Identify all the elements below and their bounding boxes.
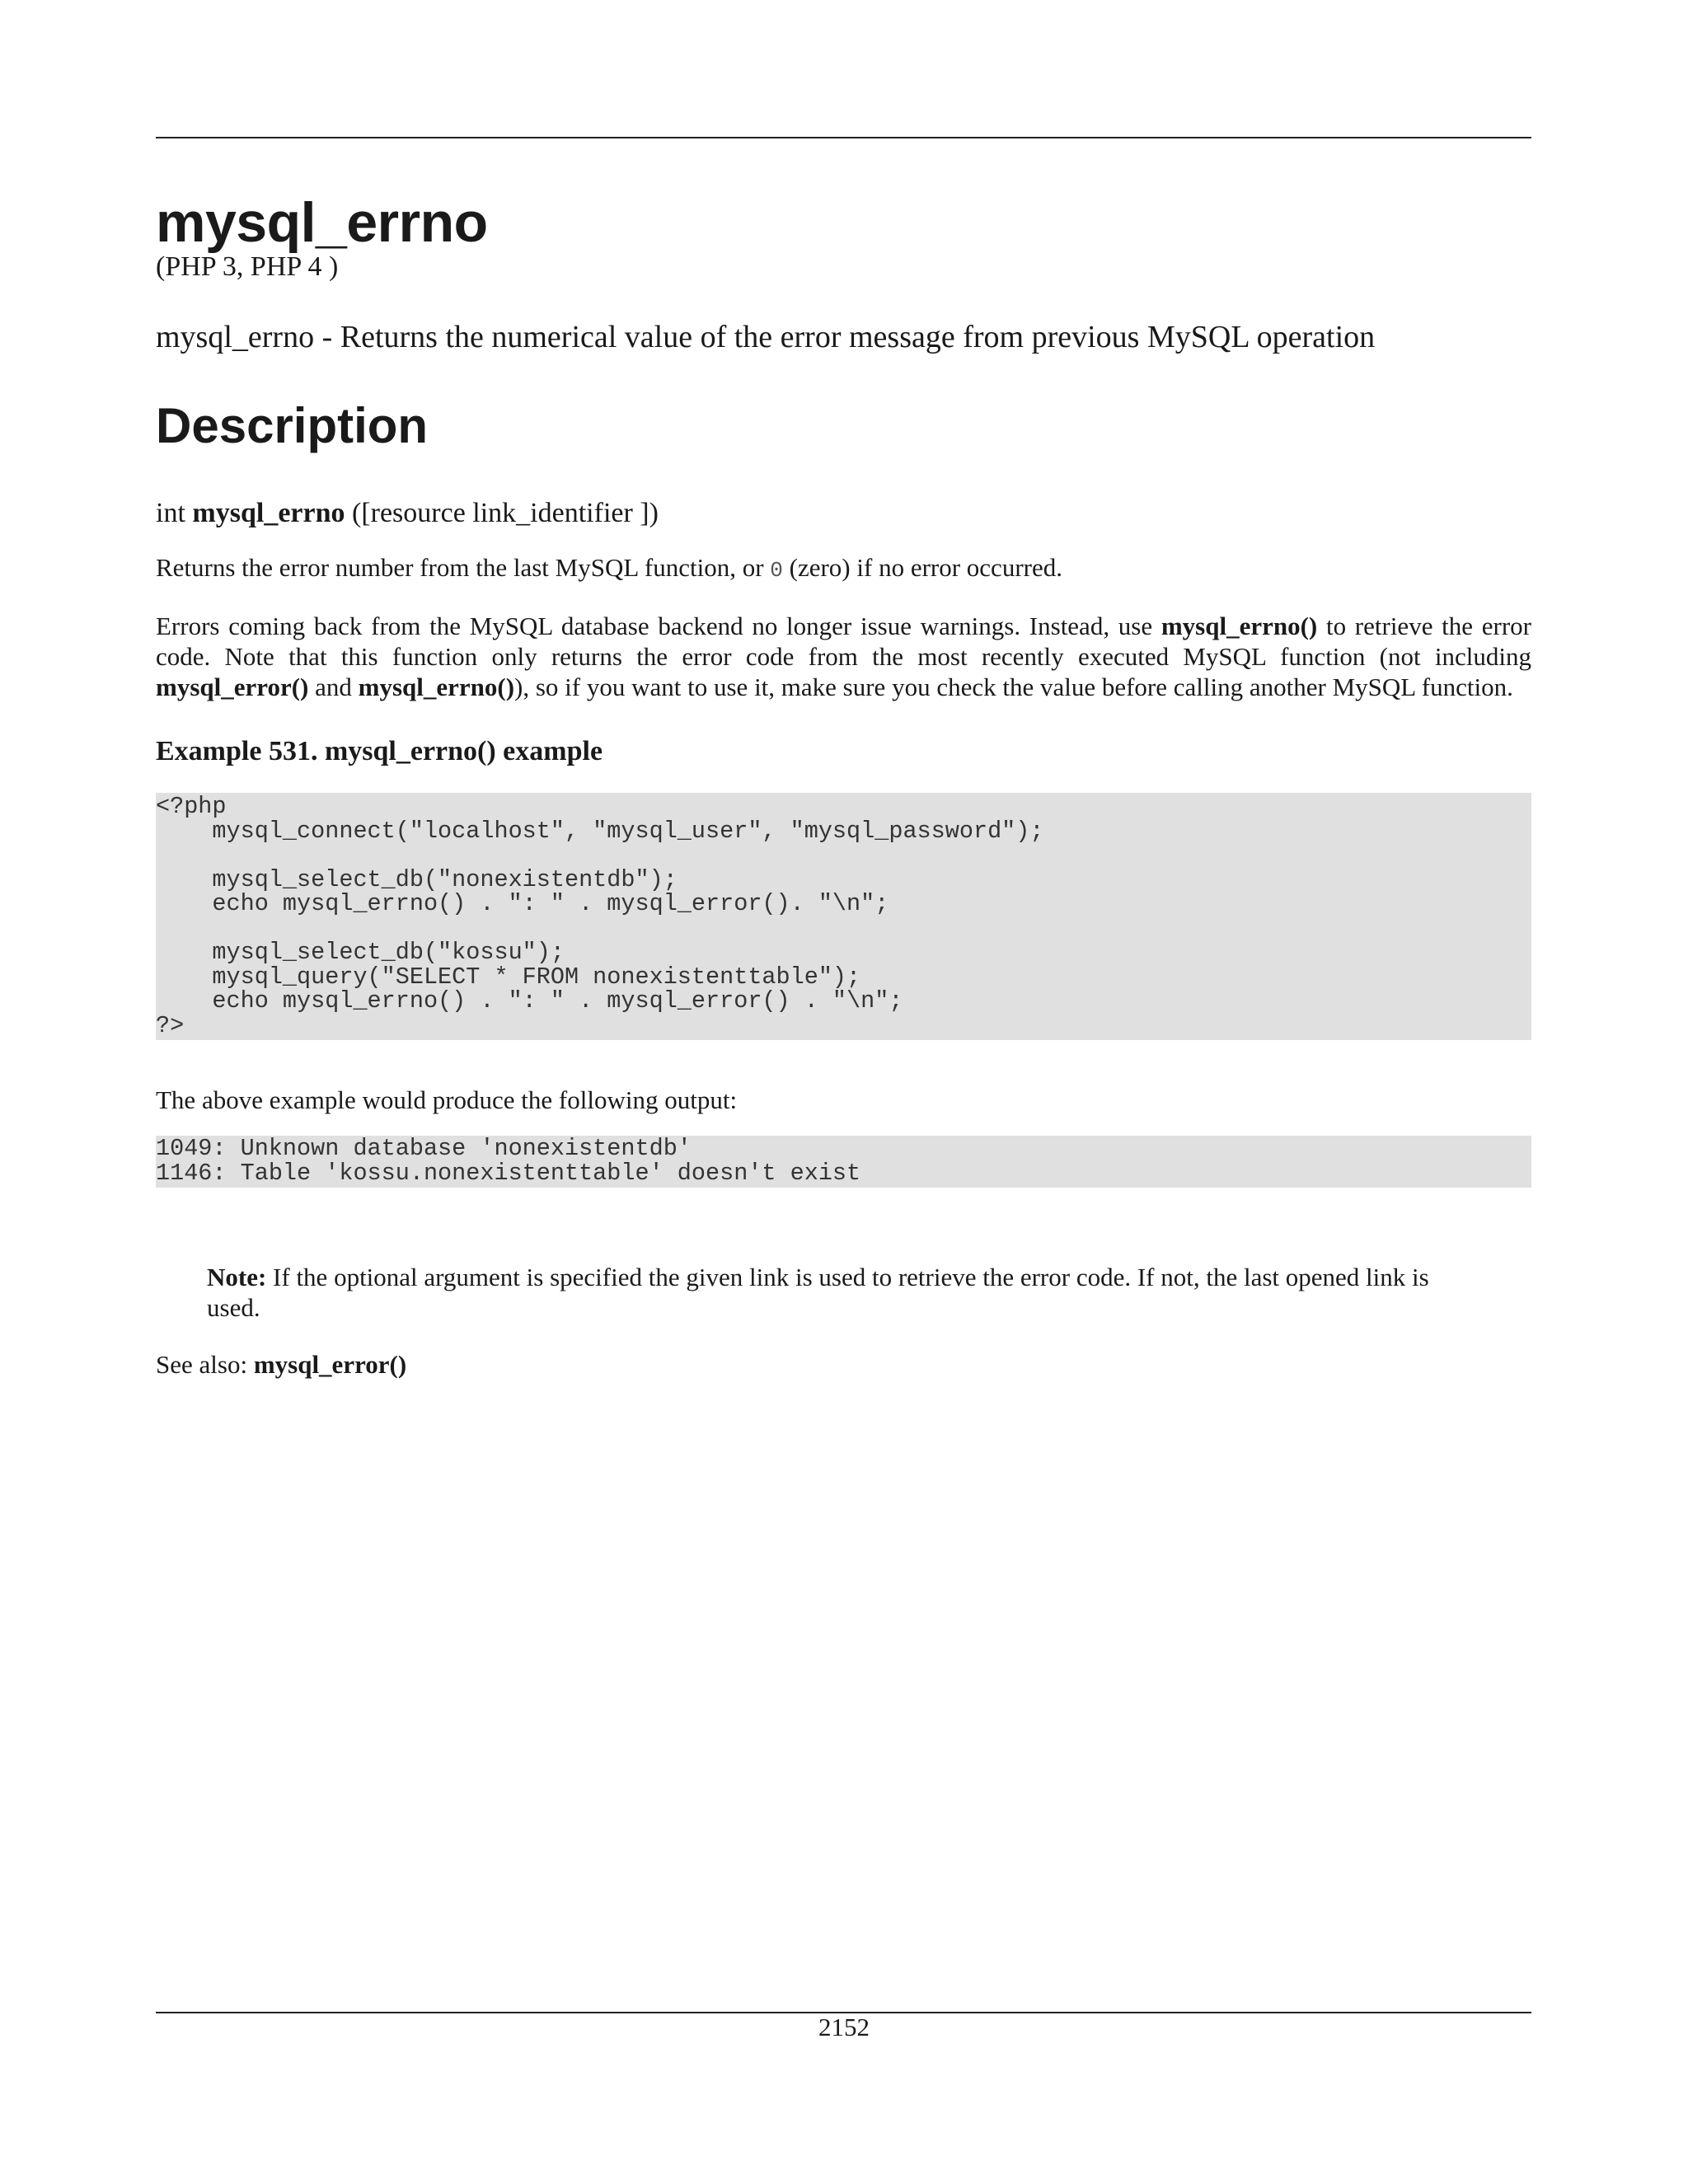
note-label: Note:: [207, 1263, 267, 1291]
note-text: If the optional argument is specified the given link is used to retrieve the error code. If not, the last opened link is used.: [207, 1263, 1429, 1322]
synopsis-params: ([resource link_identifier ]): [352, 498, 659, 528]
version-info: (PHP 3, PHP 4 ): [156, 251, 339, 282]
returns-literal-zero: 0: [770, 558, 783, 583]
errors-func-link-1[interactable]: mysql_errno(): [1160, 612, 1318, 640]
errors-text-2: to retrieve the error code. Note that this function only returns the error code from the most recently executed MySQL function (not including: [156, 612, 1531, 671]
see-also: [156, 1349, 1531, 1380]
page-number: 2152: [818, 2013, 870, 2041]
output-code-block: 1049: Unknown database 'nonexistentdb' 1146: Table 'kossu.nonexistenttable' doesn't exist: [156, 1136, 1531, 1188]
errors-text-3: and: [308, 673, 359, 701]
refpurpose: mysql_errno - Returns the numerical value of the error message from previous MySQL operation: [156, 320, 1376, 354]
page-content: [156, 137, 1531, 1380]
returns-text-after: (zero) if no error occurred.: [782, 553, 1062, 582]
errors-text-4: ), so if you want to use it, make sure you check the value before calling another MySQL function.: [514, 673, 1513, 701]
section-heading-description: Description: [156, 398, 429, 453]
errors-paragraph: [156, 611, 1531, 702]
returns-text-before: Returns the error number from the last MySQL function, or: [156, 553, 771, 582]
errors-text-1: Errors coming back from the MySQL database backend no longer issue warnings. Instead, use: [156, 612, 1161, 640]
note-block: [207, 1262, 1482, 1323]
example-title: Example 531. mysql_errno() example: [156, 736, 603, 766]
synopsis-return-type: int: [156, 498, 185, 528]
see-also-link[interactable]: mysql_error(): [253, 1350, 407, 1379]
page-title: mysql_errno: [156, 191, 488, 254]
synopsis-function-name: mysql_errno: [192, 498, 345, 528]
errors-func-link-2[interactable]: mysql_error(): [156, 673, 309, 701]
function-synopsis: [156, 496, 1531, 531]
errors-func-link-3[interactable]: mysql_errno(): [358, 673, 515, 701]
see-also-label: See also:: [156, 1350, 254, 1379]
example-code-block: <?php mysql_connect("localhost", "mysql_user", "mysql_password"); mysql_select_db("nonexistentdb"); echo mysql_errno() . ": " . mysql_error(). "\n"; mysql_select_db("kossu"); mysql_query("SELECT * FROM nonexistenttable"); echo mysql_errno() . ": " . mysql_error() . "\n"; ?>: [156, 793, 1531, 1040]
returns-paragraph: [156, 552, 1531, 586]
output-intro: The above example would produce the following output:: [156, 1085, 738, 1114]
